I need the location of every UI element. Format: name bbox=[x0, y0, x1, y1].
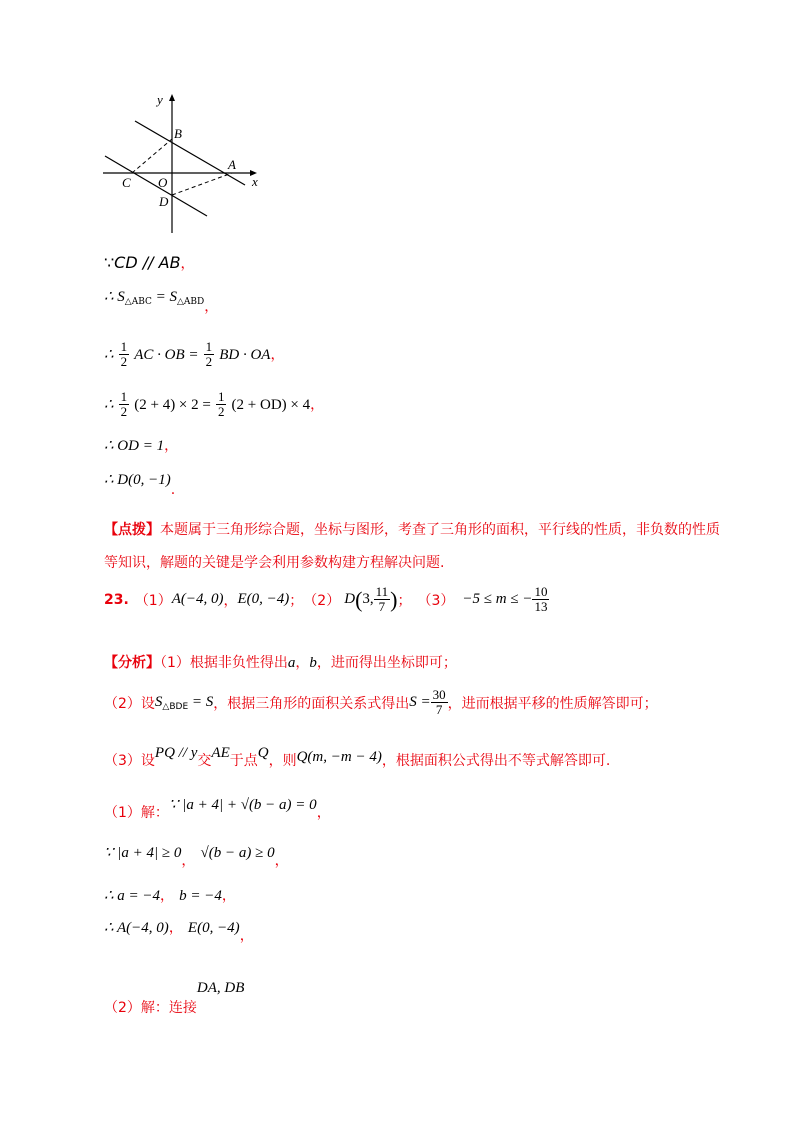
dianbo-line-2: 等知识，解题的关键是学会利用参数构建方程解决问题. bbox=[104, 555, 445, 571]
y-axis-arrow bbox=[169, 94, 175, 101]
fraction-11-7: $\frac{11}{7}$ bbox=[375, 584, 389, 614]
label-c: C bbox=[122, 175, 131, 190]
solution-part-1: （1）解：∵ |a + 4| + √(b − a) = 0， bbox=[104, 797, 331, 821]
label-o: O bbox=[158, 175, 168, 190]
step-6: ∴ D(0, −1). bbox=[104, 472, 176, 498]
label-b: B bbox=[174, 126, 182, 141]
solution-result-1: ∴ a = −4， b = −4， bbox=[104, 888, 236, 904]
fraction-half: $\frac{1}{2}$ bbox=[205, 339, 213, 369]
step-4: ∴ $\frac{1}{2}$ (2 + 4) × 2 = $\frac{1}{2}$ (2 + OD) × 4， bbox=[104, 389, 325, 419]
coordinate-figure bbox=[95, 88, 270, 238]
step-3: ∴ $\frac{1}{2}$ AC · OB = $\frac{1}{2}$ BD · OA， bbox=[104, 339, 285, 369]
fraction-half: $\frac{1}{2}$ bbox=[120, 389, 128, 419]
solution-cond: ∵ |a + 4| ≥ 0， √(b − a) ≥ 0， bbox=[104, 845, 289, 869]
solution-result-2: ∴ A(−4, 0)， E(0, −4)， bbox=[104, 920, 254, 944]
step-5: ∴ OD = 1， bbox=[104, 438, 179, 454]
label-a: A bbox=[228, 157, 236, 172]
fraction-half: $\frac{1}{2}$ bbox=[217, 389, 225, 419]
q23-answer: 23. （1） A(−4, 0) ， E(0, −4) ； （2） D ( 3, $\frac{11}{7}$ ) ； （3） −5 ≤ m ≤ − $\frac{10}{13}$ bbox=[104, 584, 548, 614]
solution-part-2: （2）解：连接DA, DB bbox=[104, 980, 245, 1016]
dashed-cb bbox=[132, 139, 172, 173]
label-d: D bbox=[159, 194, 169, 209]
label-y: y bbox=[157, 92, 163, 107]
fenxi-line-2: （2）设 $S_{\triangle BDE} = S$ ，根据三角形的面积关系式得出 S = $\frac{30}{7}$ ，进而根据平移的性质解答即可； bbox=[104, 687, 658, 717]
fenxi-line-1: 【分析】（1）根据非负性得出a，b，进而得出坐标即可； bbox=[104, 655, 457, 671]
step-1: ∵CD // AB， bbox=[104, 253, 195, 272]
dashed-da bbox=[172, 173, 232, 195]
dianbo-line-1: 【点拨】本题属于三角形综合题，坐标与图形，考查了三角形的面积，平行线的性质，非负数的性质 bbox=[104, 522, 720, 538]
fraction-10-13: $\frac{10}{13}$ bbox=[534, 584, 548, 614]
line-cd bbox=[105, 156, 207, 216]
fraction-30-7: $\frac{30}{7}$ bbox=[432, 687, 446, 717]
fenxi-line-3: （3）设PQ // y交AE于点Q，则Q(m, −m − 4)，根据面积公式得出不等式解答即可. bbox=[104, 745, 611, 769]
label-x: x bbox=[252, 174, 258, 189]
fraction-half: $\frac{1}{2}$ bbox=[120, 339, 128, 369]
line-ab bbox=[135, 121, 245, 185]
step-2: ∴ $S_{\triangle ABC} = S_{\triangle ABD}$， bbox=[104, 289, 219, 315]
